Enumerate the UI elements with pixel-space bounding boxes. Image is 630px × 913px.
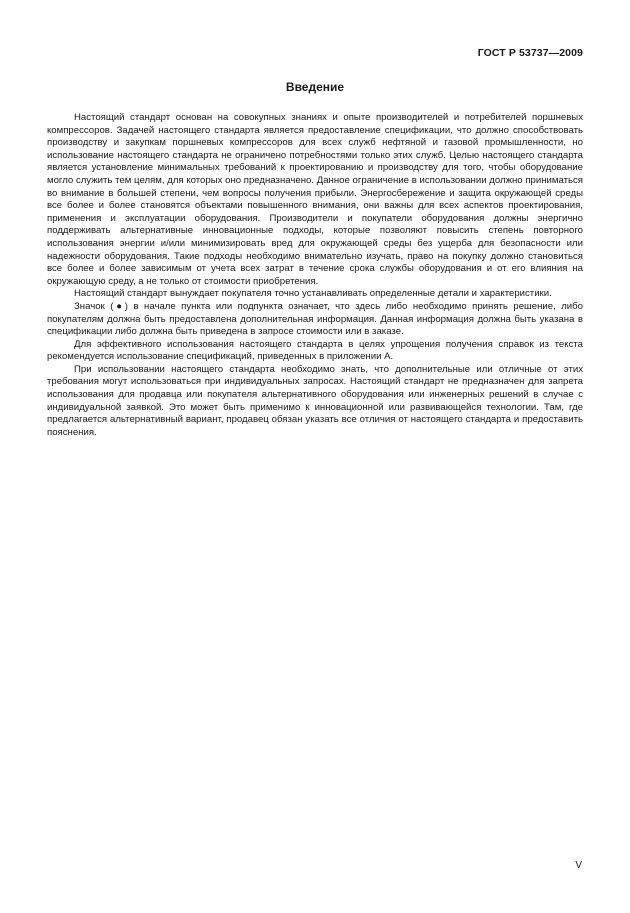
paragraph: Для эффективного использования настоящего стандарта в целях упрощения получения справок из текста рекомендуется использование спецификаций, приведенных в приложении А. [47, 338, 583, 363]
page-number: V [575, 860, 582, 871]
section-title: Введение [285, 80, 345, 94]
standard-code: ГОСТ Р 53737—2009 [477, 47, 583, 59]
body-text [47, 112, 583, 439]
paragraph: Значок (●) в начале пункта или подпункта означает, что здесь либо необходимо принять решение, либо покупателям должна быть предоставлена дополнительная информация. Данная информация должна быть указана в спецификации либо должна быть приведена в запросе стоимости или в заказе. [47, 300, 583, 338]
paragraph: Настоящий стандарт вынуждает покупателя точно устанавливать определенные детали и характеристики. [74, 288, 552, 300]
paragraph: Настоящий стандарт основан на совокупных знаниях и опыте производителей и потребителей поршневых компрессоров. Задачей настоящего стандарта является предоставление спецификации, что должно способствовать производству и закупкам поршневых компрессоров для всех служб нефтяной и газовой промышленности, но использование настоящего стандарта не ограничено потребностями только этих служб. Целью настоящего стандарта является установление минимальных требований к проектированию и производству для того, чтобы оборудование могло служить тем целям, для которых оно предназначено. Данное ограничение в использовании должно приниматься во внимание в большей степени, чем вопросы получения прибыли. Энергосбережение и защита окружающей среды все более и более становятся объектами повышенного внимания, они важны для всех аспектов проектирования, применения и эксплуатации оборудования. Производители и покупатели оборудования должны энергично поддерживать альтернативные инновационные подходы, которые позволяют повысить степень повторного использования энергии и/или минимизировать вред для окружающей среды без ущерба для безопасности или надежности оборудования. Такие подходы необходимо внимательно изучать, право на покупку должно становиться все более и более зависимым от учета всех затрат в течение срока службы оборудования и от его влияния на окружающую среду, а не только от стоимости приобретения. [47, 112, 583, 287]
paragraph: При использовании настоящего стандарта необходимо знать, что дополнительные или отличные от этих требования могут использоваться при индивидуальных запросах. Настоящий стандарт не предназначен для запрета использования для продавца или покупателя альтернативного оборудования или инженерных решений в случае с индивидуальной заявкой. Это может быть применимо к инновационной или развивающейся технологии. Там, где предлагается альтернативный вариант, продавец обязан указать все отличия от настоящего стандарта и предоставить пояснения. [47, 363, 583, 438]
